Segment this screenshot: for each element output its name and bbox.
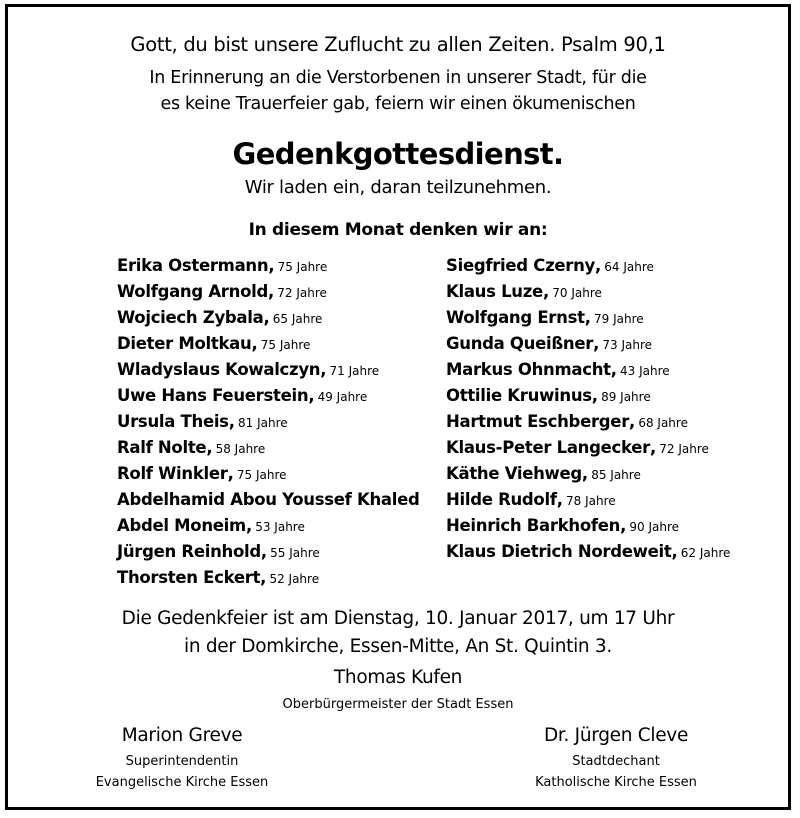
deceased-age: 65 Jahre [272, 312, 323, 326]
signatory-role: Superintendentin [125, 754, 239, 769]
separator-comma: , [595, 256, 602, 275]
separator-comma: , [251, 334, 258, 353]
deceased-entry [446, 253, 730, 279]
deceased-age: 75 Jahre [236, 468, 287, 482]
separator-comma: , [206, 438, 213, 457]
deceased-age: 52 Jahre [269, 572, 320, 586]
deceased-name: Siegfried Czerny [446, 256, 596, 275]
psalm-verse: Gott, du bist unsere Zuflucht zu allen Zeiten. Psalm 90,1 [130, 33, 666, 56]
deceased-name: Wolfgang Arnold [117, 282, 268, 301]
separator-comma: , [649, 438, 657, 457]
deceased-age: 70 Jahre [552, 286, 602, 300]
separator-comma: , [228, 412, 235, 431]
deceased-age: 71 Jahre [329, 364, 380, 378]
deceased-name: Käthe Viehweg [446, 464, 582, 483]
deceased-entry [117, 305, 420, 331]
deceased-age: 68 Jahre [638, 416, 688, 430]
deceased-age: 43 Jahre [620, 364, 670, 378]
deceased-name: Heinrich Barkhofen [446, 516, 621, 535]
separator-comma: , [260, 542, 268, 561]
deceased-age: 73 Jahre [602, 338, 653, 352]
deceased-age: 72 Jahre [659, 442, 709, 456]
deceased-entry [446, 383, 730, 409]
deceased-name: Hilde Rudolf [446, 490, 557, 509]
deceased-entry [117, 565, 420, 591]
deceased-name: Jürgen Reinhold [117, 542, 261, 561]
deceased-name: Gunda Queißner [446, 334, 594, 353]
separator-comma: , [260, 568, 267, 587]
separator-comma: , [591, 386, 599, 405]
deceased-age: 75 Jahre [277, 260, 328, 274]
deceased-entry [117, 513, 420, 539]
deceased-entry [117, 279, 420, 305]
deceased-entry [446, 305, 730, 331]
deceased-age: 89 Jahre [601, 390, 651, 404]
separator-comma: , [671, 542, 678, 561]
deceased-entry [117, 435, 420, 461]
memorial-notice [5, 4, 791, 810]
deceased-name: Wolfgang Ernst [446, 308, 585, 327]
deceased-entry [446, 409, 730, 435]
ceremony-line: in der Domkirche, Essen-Mitte, An St. Quintin 3. [184, 636, 612, 657]
deceased-name: Thorsten Eckert [117, 568, 261, 587]
deceased-entry [446, 435, 730, 461]
intro-text [8, 65, 788, 117]
signatory-name: Marion Greve [121, 725, 243, 746]
deceased-entry [117, 357, 420, 383]
deceased-age: 49 Jahre [317, 390, 368, 404]
deceased-age: 58 Jahre [215, 442, 266, 456]
separator-comma: , [629, 412, 636, 431]
deceased-entry [117, 253, 420, 279]
deceased-entry [117, 383, 420, 409]
signatory-organization: Katholische Kirche Essen [535, 775, 697, 790]
deceased-name: Hartmut Eschberger [446, 412, 630, 431]
deceased-entry [446, 279, 730, 305]
signatory-catholic [486, 721, 746, 793]
deceased-entry [446, 487, 730, 513]
separator-comma: , [610, 360, 618, 379]
ceremony-line: Die Gedenkfeier ist am Dienstag, 10. Januar 2017, um 17 Uhr [121, 608, 675, 629]
separator-comma: , [593, 334, 600, 353]
deceased-name: Ottilie Kruwinus [446, 386, 592, 405]
deceased-age: 55 Jahre [270, 546, 320, 560]
deceased-name: Wojciech Zybala [117, 308, 264, 327]
deceased-age: 72 Jahre [277, 286, 327, 300]
signatory-organization: Evangelische Kirche Essen [95, 775, 269, 790]
separator-comma: , [542, 282, 550, 301]
deceased-list-right [446, 253, 730, 565]
signatory-name: Dr. Jürgen Cleve [543, 725, 689, 746]
deceased-entry [446, 539, 730, 565]
deceased-name: Ralf Nolte [117, 438, 207, 457]
deceased-age: 81 Jahre [238, 416, 288, 430]
deceased-entry [117, 331, 420, 357]
mayor-title: Oberbürgermeister der Stadt Essen [282, 697, 514, 712]
deceased-name: Erika Ostermann [117, 256, 269, 275]
deceased-entry [117, 487, 420, 513]
separator-comma: , [227, 464, 234, 483]
deceased-name: Markus Ohnmacht [446, 360, 611, 379]
separator-comma: , [263, 308, 270, 327]
deceased-age: 79 Jahre [593, 312, 644, 326]
deceased-entry [117, 539, 420, 565]
separator-comma: , [556, 490, 563, 509]
separator-comma: , [245, 516, 253, 535]
deceased-entry [446, 461, 730, 487]
separator-comma: , [581, 464, 589, 483]
deceased-name: Uwe Hans Feuerstein [117, 386, 309, 405]
separator-comma: , [268, 256, 275, 275]
deceased-age: 90 Jahre [629, 520, 680, 534]
intro-line: es keine Trauerfeier gab, feiern wir einen ökumenischen [160, 94, 636, 114]
deceased-age: 64 Jahre [604, 260, 654, 274]
deceased-age: 53 Jahre [255, 520, 305, 534]
deceased-name: Abdelhamid Abou Youssef Khaled [117, 490, 420, 509]
deceased-name: Klaus Luze [446, 282, 543, 301]
intro-line: In Erinnerung an die Verstorbenen in unserer Stadt, für die [149, 68, 647, 88]
deceased-entry [117, 409, 420, 435]
deceased-entry [446, 357, 730, 383]
signatory-role: Stadtdechant [572, 754, 660, 769]
month-heading: In diesem Monat denken wir an: [248, 220, 548, 240]
separator-comma: , [584, 308, 591, 327]
headline: Gedenkgottesdienst. [232, 137, 564, 171]
deceased-name: Klaus-Peter Langecker [446, 438, 650, 457]
deceased-age: 75 Jahre [260, 338, 311, 352]
deceased-entry [446, 331, 730, 357]
deceased-name: Rolf Winkler [117, 464, 228, 483]
separator-comma: , [620, 516, 627, 535]
separator-comma: , [308, 386, 315, 405]
ceremony-details [8, 605, 788, 661]
separator-comma: , [320, 360, 327, 379]
deceased-entry [117, 461, 420, 487]
signatory-protestant [52, 721, 312, 793]
invitation: Wir laden ein, daran teilzunehmen. [244, 177, 552, 198]
deceased-name: Ursula Theis [117, 412, 229, 431]
deceased-entry [446, 513, 730, 539]
deceased-age: 62 Jahre [680, 546, 731, 560]
deceased-name: Dieter Moltkau [117, 334, 252, 353]
deceased-name: Klaus Dietrich Nordeweit [446, 542, 672, 561]
deceased-age: 85 Jahre [591, 468, 641, 482]
deceased-name: Abdel Moneim [117, 516, 246, 535]
mayor-name: Thomas Kufen [333, 667, 463, 688]
deceased-name: Wladyslaus Kowalczyn [117, 360, 321, 379]
deceased-list-left [117, 253, 420, 591]
separator-comma: , [268, 282, 275, 301]
deceased-age: 78 Jahre [565, 494, 616, 508]
